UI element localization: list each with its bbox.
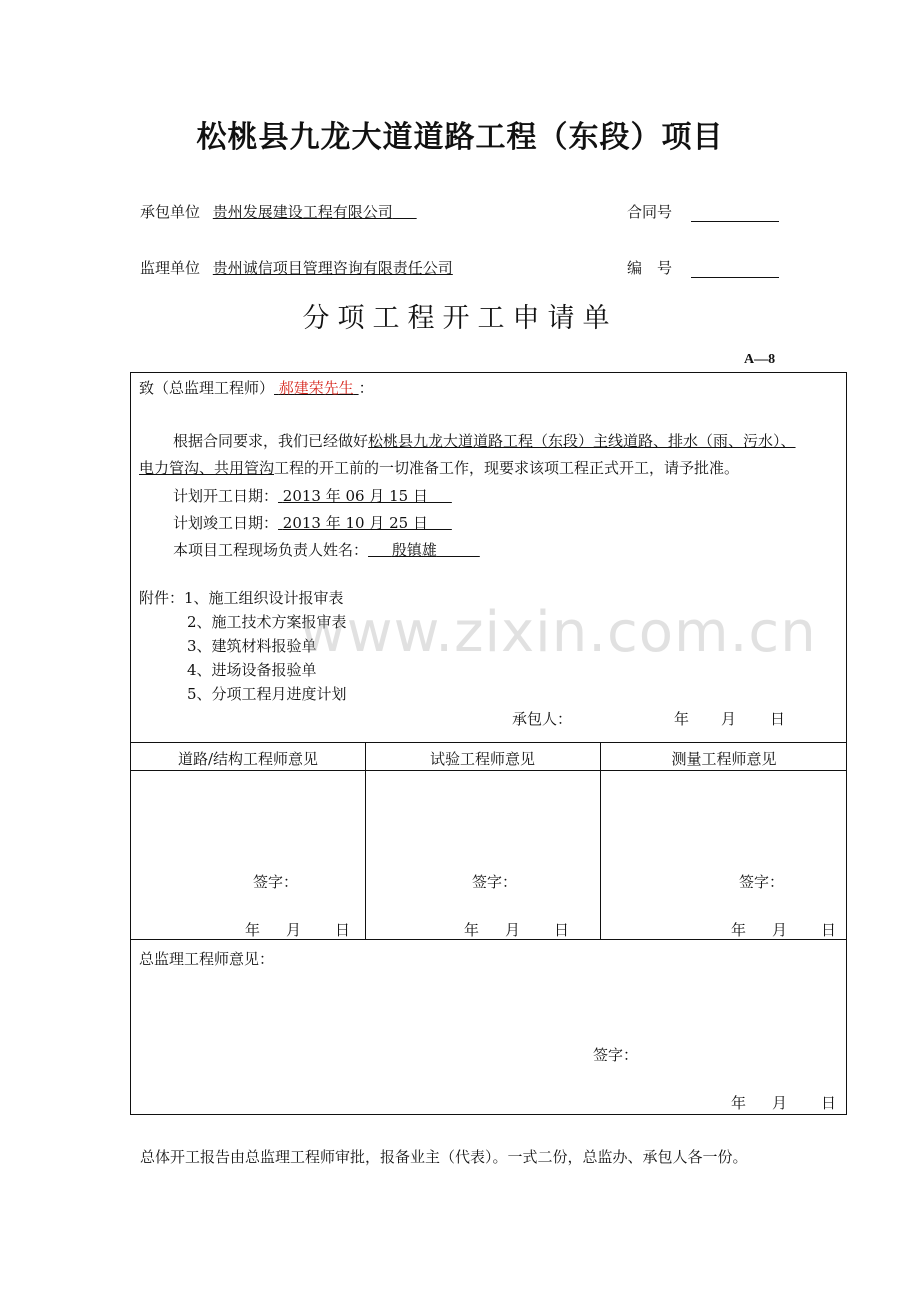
chief-sign-label: 签字：	[593, 1046, 639, 1064]
survey-sign-date: 年 月 日	[731, 921, 837, 939]
body-line-1: 根据合同要求，我们已经做好松桃县九龙大道道路工程（东段）主线道路、排水（雨、污水）、	[173, 432, 796, 450]
addressee-line: 致（总监理工程师） 郝建荣先生 ：	[139, 379, 374, 397]
road-sign-date: 年 月 日	[245, 921, 351, 939]
contractor-name: 贵州发展建设工程有限公司	[212, 203, 393, 221]
road-engineer-opinion-header: 道路/结构工程师意见	[177, 750, 319, 768]
supervisor-label: 监理单位	[140, 259, 201, 277]
planned-end-date: 计划竣工日期： 2013 年 10 月 25 日	[173, 514, 428, 532]
body-line-2: 电力管沟、共用管沟工程的开工前的一切准备工作，现要求该项工程正式开工，请予批准。	[139, 459, 740, 477]
attachments-label: 附件：1、施工组织设计报审表	[139, 589, 344, 607]
applicant-label: 承包人：	[512, 710, 573, 728]
supervisor-name: 贵州诚信项目管理咨询有限责任公司	[212, 259, 453, 277]
contract-no-row	[627, 201, 779, 222]
site-manager: 本项目工程现场负责人姓名： 殷镇雄	[173, 541, 437, 559]
test-sign-date: 年 月 日	[464, 921, 570, 939]
chief-opinion-label: 总监理工程师意见：	[139, 950, 275, 968]
footer-note: 总体开工报告由总监理工程师审批，报备业主（代表）。一式二份，总监办、承包人各一份。	[140, 1148, 748, 1166]
contract-no-label: 合同号	[627, 203, 673, 221]
chief-engineer-name: 郝建荣先生	[278, 379, 354, 397]
attachment-item: 2、施工技术方案报审表	[187, 613, 347, 631]
project-title: 松桃县九龙大道道路工程（东段）项目	[196, 120, 724, 155]
attachment-item: 4、进场设备报验单	[187, 661, 317, 679]
divider-col1	[365, 742, 366, 939]
contractor-row	[140, 201, 417, 222]
application-form-table	[130, 372, 847, 1115]
survey-sign-label: 签字：	[739, 873, 785, 891]
watermark: www.zixin.com.cn	[300, 600, 817, 665]
serial-no-field	[691, 263, 779, 278]
test-sign-label: 签字：	[472, 873, 518, 891]
divider-opinions-header	[131, 770, 846, 771]
applicant-date: 年 月 日	[674, 710, 786, 728]
serial-no-label: 编 号	[627, 259, 673, 277]
chief-sign-date: 年 月 日	[731, 1094, 837, 1112]
form-code: A—8	[744, 352, 776, 367]
divider-opinions-top	[131, 742, 846, 743]
survey-engineer-opinion-header: 测量工程师意见	[671, 750, 777, 768]
attachment-item: 5、分项工程月进度计划	[187, 685, 347, 703]
form-title: 分项工程开工申请单	[302, 303, 618, 334]
contract-no-field	[691, 207, 779, 222]
contractor-label: 承包单位	[140, 203, 201, 221]
attachment-item: 3、建筑材料报验单	[187, 637, 317, 655]
planned-start-date: 计划开工日期： 2013 年 06 月 15 日	[173, 487, 428, 505]
supervisor-row	[140, 257, 453, 278]
divider-col2	[600, 742, 601, 939]
road-sign-label: 签字：	[253, 873, 299, 891]
test-engineer-opinion-header: 试验工程师意见	[429, 750, 535, 768]
serial-no-row	[627, 257, 779, 278]
